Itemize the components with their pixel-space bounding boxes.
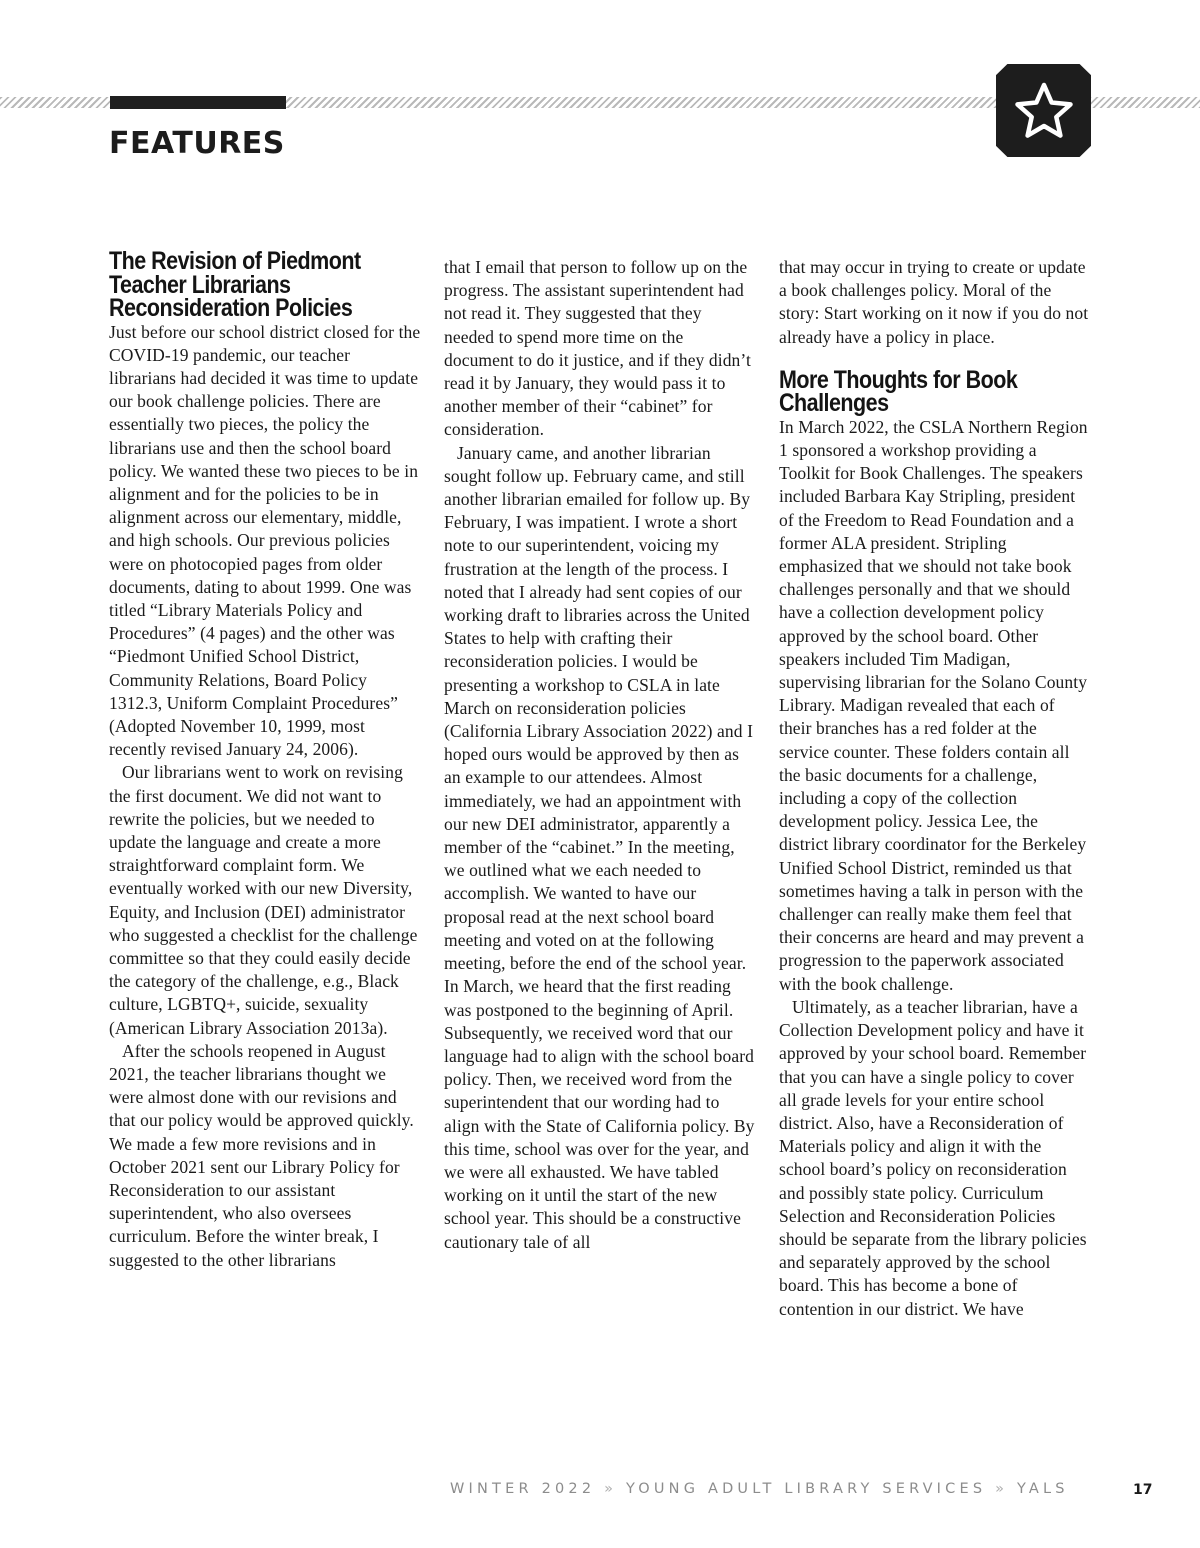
star-badge xyxy=(996,64,1091,157)
footer-issue: WINTER 2022 xyxy=(450,1481,596,1497)
article-paragraph-3-continued: that I email that person to follow up on the progress. The assistant superintendent had not read it. They suggested that they needed to spend more time on the document to do it justice, and if they didn’t read it by January, they would pass it to another member of their “cabinet” for consideration. xyxy=(444,257,751,440)
article-paragraph-1: Just before our school district closed for the COVID-19 pandemic, our teacher librarians had decided it was time to update our book challenge policies. There are essentially two pieces, the policy the librarians use and then the school board policy. We wanted these two pieces to be in alignment and for the policies to be in alignment across our elementary, middle, and high schools. Our previous policies were on photocopied pages from older documents, dating to about 1999. One was titled “Library Materials Policy and Procedures” (4 pages) and the other was “Piedmont Unified School District, Community Relations, Board Policy 1312.3, Uniform Complaint Procedures” (Adopted November 10, 1999, most recently revised January 24, 2006). xyxy=(109,321,421,760)
article-paragraph-3: After the schools reopened in August 2021, the teacher librarians thought we were almost done with our revisions and that our policy would be approved quickly. We made a few more revisions and in October 2021 sent our Library Policy for Reconsideration to our assistant superintendent, who also oversees curriculum. Before the winter break, I suggested to the other librarians xyxy=(109,1040,414,1270)
section-label: FEATURES xyxy=(109,126,285,161)
footer-publication: YOUNG ADULT LIBRARY SERVICES xyxy=(625,1481,987,1497)
article-paragraph-4-continued: that may occur in trying to create or update a book challenges policy. Moral of the story: Start working on it now if you do not already have a policy in place. xyxy=(779,257,1089,347)
column-2 xyxy=(444,256,756,1254)
footer-separator-2: » xyxy=(995,1481,1009,1497)
section-bar xyxy=(110,96,286,109)
column-3 xyxy=(779,256,1091,1321)
star-icon xyxy=(1014,81,1074,141)
article-paragraph-2: Our librarians went to work on revising the first document. We did not want to rewrite the policies, but we needed to update the language and create a more straightforward complaint form. We eventually worked with our new Diversity, Equity, and Inclusion (DEI) administrator who suggested a checklist for the challenge committee so that they could easily decide the category of the challenge, e.g., Black culture, LGBTQ+, suicide, sexuality (American Library Association 2013a). xyxy=(109,762,418,1038)
footer-short-title: YALS xyxy=(1016,1481,1069,1497)
section-2-paragraph-1: In March 2022, the CSLA Northern Region 1 sponsored a workshop providing a Toolkit for Book Challenges. The speakers included Barbara Kay Stripling, president of the Freedom to Read Foundation and a former ALA president. Stripling emphasized that we should not take book challenges personally and that we should have a collection development policy approved by the school board. Other speakers included Tim Madigan, supervising librarian for the Solano County Library. Madigan revealed that each of their branches has a red folder at the service counter. These folders contain all the basic documents for a challenge, including a copy of the collection development policy. Jessica Lee, the district library coordinator for the Berkeley Unified School District, reminded us that sometimes having a talk in person with the challenger can really make them feel that their concerns are heard and may prevent a progression to the paperwork associated with the book challenge. xyxy=(779,416,1088,994)
column-1 xyxy=(109,247,421,1272)
section-2-paragraph-2: Ultimately, as a teacher librarian, have a Collection Development policy and have it approved by your school board. Remember that you can have a single policy to cover all grade levels for your entire school district. Also, have a Reconsideration of Materials policy and align it with the school board’s policy on reconsideration and possibly state policy. Curriculum Selection and Reconsideration Policies should be separate from the library policies and separately approved by the school board. This has become a bone of contention in our district. We have xyxy=(779,996,1087,1319)
article-paragraph-4: January came, and another librarian sought follow up. February came, and still another librarian emailed for follow up. By February, I was impatient. I wrote a short note to our superintendent, voicing my frustration at the length of the process. I noted that I already had sent copies of our working draft to libraries across the United States to help with crafting their reconsideration policies. I would be presenting a workshop to CSLA in late March on reconsideration policies (California Library Association 2022) and I hoped ours would be approved by then as an example to our attendees. Almost immediately, we had an appointment with our new DEI administrator, apparently a member of the “cabinet.” In the meeting, we outlined what we each needed to accomplish. We wanted to have our proposal read at the next school board meeting and voted on at the following meeting, before the end of the school year. In March, we heard that the first reading was postponed to the beginning of April. Subsequently, we received word that our language had to align with the school board policy. Then, we received word from the superintendent that our wording had to align with the State of California policy. By this time, school was over for the year, and we were all exhausted. We have tabled working on it until the start of the new school year. This should be a constructive cautionary tale of all xyxy=(444,442,755,1252)
section-2-title: More Thoughts for Book Challenges xyxy=(779,365,1018,418)
footer-separator-1: » xyxy=(604,1481,618,1497)
article-title: The Revision of Piedmont Teacher Librarians Reconsideration Policies xyxy=(109,247,361,322)
footer-running-title xyxy=(450,1481,1069,1497)
page-number: 17 xyxy=(1133,1482,1153,1498)
